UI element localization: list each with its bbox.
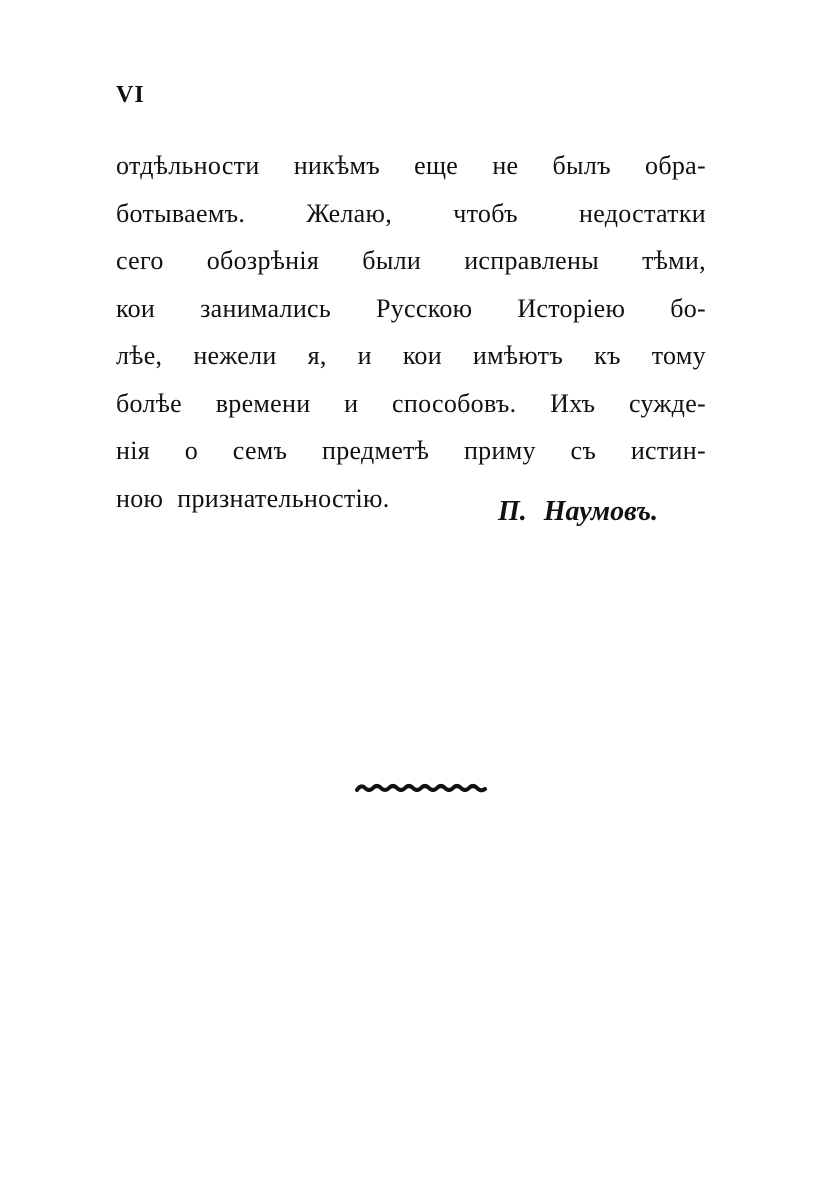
word: и — [357, 341, 372, 370]
word: кои — [116, 293, 156, 323]
word: отдѣльности — [116, 151, 260, 180]
word: занимались — [200, 293, 332, 323]
word: обра- — [645, 151, 706, 180]
text-line — [116, 142, 706, 190]
word: ботываемъ. — [116, 198, 246, 228]
word: способовъ. — [392, 388, 517, 418]
word: и — [344, 388, 359, 418]
word: тому — [651, 341, 706, 370]
word: времени — [215, 388, 311, 418]
text-line — [116, 427, 706, 475]
signature: П. Наумовъ. — [498, 496, 658, 527]
text-line — [116, 332, 706, 380]
body-text — [116, 142, 706, 522]
word: къ — [594, 341, 621, 370]
word: былъ — [552, 151, 611, 180]
word: Ихъ — [550, 388, 596, 418]
word: о — [184, 436, 199, 465]
word: никѣмъ — [293, 151, 380, 180]
word: не — [492, 151, 519, 180]
word: признательностію. — [177, 483, 390, 513]
text-line — [116, 380, 706, 428]
page-number: VI — [116, 82, 145, 108]
word: исправлены — [464, 246, 599, 275]
word: Желаю, — [306, 198, 393, 228]
word: истин- — [630, 436, 706, 465]
word: еще — [414, 151, 459, 180]
word: лѣе, — [116, 341, 163, 370]
word: были — [362, 246, 422, 275]
word: съ — [570, 436, 597, 465]
text-line — [116, 285, 706, 333]
word: тѣми, — [642, 246, 706, 275]
word: Исторіею — [517, 293, 626, 323]
text-line — [116, 190, 706, 238]
word: ною — [116, 483, 164, 513]
word: Русскою — [375, 293, 473, 323]
word: обозрѣнія — [206, 246, 320, 275]
word: сего — [116, 246, 164, 275]
word: предметѣ — [322, 436, 430, 465]
word: приму — [463, 436, 536, 465]
word: кои — [402, 341, 442, 370]
word: недостатки — [579, 198, 706, 228]
word: нія — [116, 436, 150, 465]
word: бо- — [670, 293, 706, 323]
word: имѣютъ — [472, 341, 564, 370]
word: семъ — [232, 436, 288, 465]
word: чтобъ — [453, 198, 518, 228]
word: нежели — [193, 341, 277, 370]
word: сужде- — [628, 388, 706, 418]
wavy-rule-ornament-icon — [355, 780, 488, 796]
word: болѣе — [116, 388, 183, 418]
word: я, — [307, 341, 327, 370]
text-line — [116, 237, 706, 285]
